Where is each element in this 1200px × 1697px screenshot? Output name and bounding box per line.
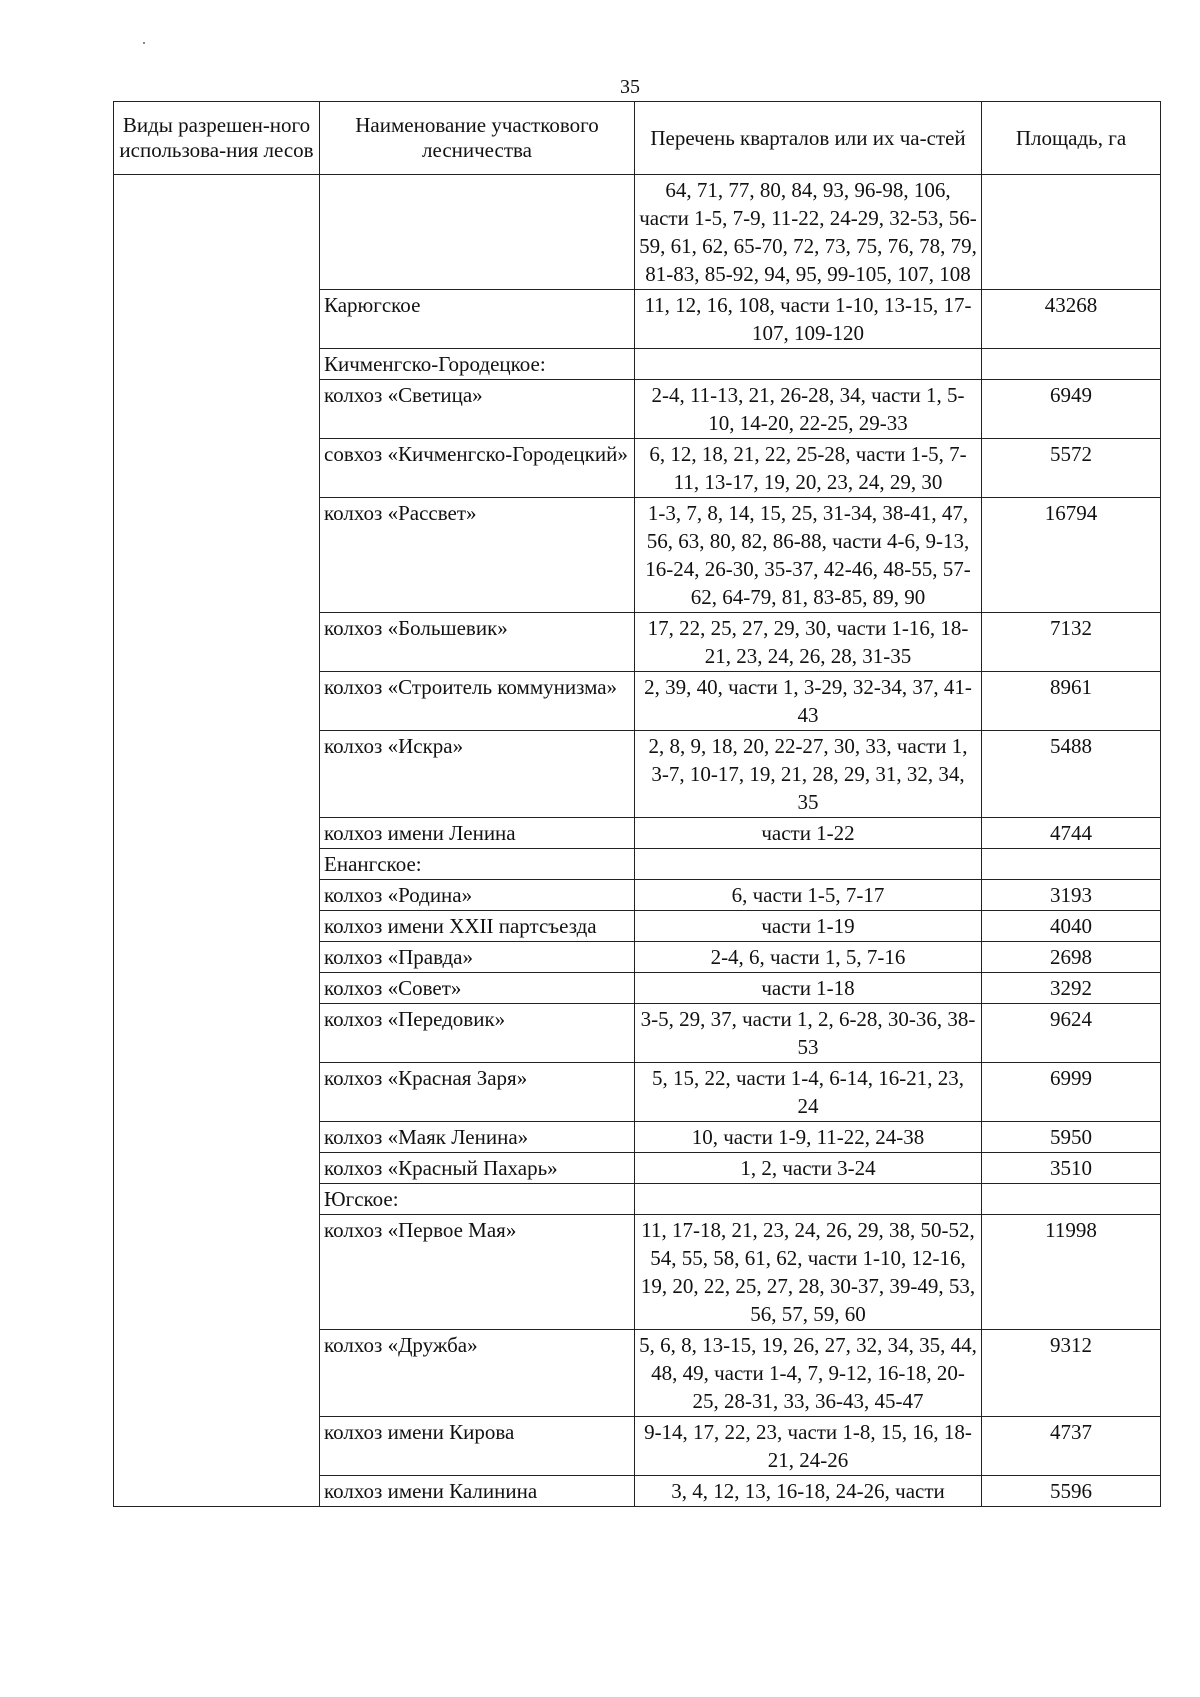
usage-type-cell	[114, 175, 320, 1507]
forestry-name-cell: колхоз «Первое Мая»	[320, 1215, 635, 1330]
forestry-name-cell: колхоз «Большевик»	[320, 613, 635, 672]
area-cell: 11998	[982, 1215, 1161, 1330]
area-cell: 9624	[982, 1004, 1161, 1063]
area-cell: 43268	[982, 290, 1161, 349]
forestry-name-cell: колхоз «Красный Пахарь»	[320, 1153, 635, 1184]
forestry-name-cell	[320, 175, 635, 290]
forestry-name-cell: Югское:	[320, 1184, 635, 1215]
forestry-name-cell: колхоз имени XXII партсъезда	[320, 911, 635, 942]
forestry-name-cell: колхоз «Светица»	[320, 380, 635, 439]
forestry-name-cell: колхоз имени Калинина	[320, 1476, 635, 1507]
header-forestry-name: Наименование участкового лесничества	[320, 102, 635, 175]
forestry-name-cell: колхоз «Правда»	[320, 942, 635, 973]
area-cell: 9312	[982, 1330, 1161, 1417]
scan-speck	[143, 42, 145, 44]
table-header	[114, 102, 1161, 175]
forestry-name-cell: совхоз «Кичменгско-Городецкий»	[320, 439, 635, 498]
area-cell: 5572	[982, 439, 1161, 498]
quarters-cell: 10, части 1-9, 11-22, 24-38	[635, 1122, 982, 1153]
quarters-cell: части 1-18	[635, 973, 982, 1004]
table-row	[114, 175, 1161, 290]
area-cell: 7132	[982, 613, 1161, 672]
quarters-cell: 5, 15, 22, части 1-4, 6-14, 16-21, 23, 24	[635, 1063, 982, 1122]
forestry-name-cell: колхоз «Рассвет»	[320, 498, 635, 613]
quarters-cell: 3-5, 29, 37, части 1, 2, 6-28, 30-36, 38-53	[635, 1004, 982, 1063]
forestry-name-cell: Енангское:	[320, 849, 635, 880]
forestry-name-cell: колхоз «Маяк Ленина»	[320, 1122, 635, 1153]
quarters-cell: 2-4, 6, части 1, 5, 7-16	[635, 942, 982, 973]
area-cell: 3510	[982, 1153, 1161, 1184]
area-cell: 16794	[982, 498, 1161, 613]
quarters-cell: 2, 39, 40, части 1, 3-29, 32-34, 37, 41-43	[635, 672, 982, 731]
area-cell: 6999	[982, 1063, 1161, 1122]
forestry-name-cell: Кичменгско-Городецкое:	[320, 349, 635, 380]
forestry-name-cell: колхоз «Строитель коммунизма»	[320, 672, 635, 731]
area-cell	[982, 175, 1161, 290]
forestry-name-cell: колхоз «Красная Заря»	[320, 1063, 635, 1122]
forestry-name-cell: Карюгское	[320, 290, 635, 349]
area-cell	[982, 849, 1161, 880]
area-cell	[982, 1184, 1161, 1215]
quarters-cell: части 1-22	[635, 818, 982, 849]
area-cell: 5950	[982, 1122, 1161, 1153]
area-cell: 3292	[982, 973, 1161, 1004]
forestry-name-cell: колхоз «Совет»	[320, 973, 635, 1004]
quarters-cell: 2, 8, 9, 18, 20, 22-27, 30, 33, части 1, 3-7, 10-17, 19, 21, 28, 29, 31, 32, 34, 35	[635, 731, 982, 818]
quarters-cell: 5, 6, 8, 13-15, 19, 26, 27, 32, 34, 35, 44, 48, 49, части 1-4, 7, 9-12, 16-18, 20-25, 28-31, 33, 36-43, 45-47	[635, 1330, 982, 1417]
quarters-cell: 6, части 1-5, 7-17	[635, 880, 982, 911]
forestry-name-cell: колхоз имени Кирова	[320, 1417, 635, 1476]
quarters-cell: 9-14, 17, 22, 23, части 1-8, 15, 16, 18-21, 24-26	[635, 1417, 982, 1476]
quarters-cell	[635, 849, 982, 880]
area-cell: 8961	[982, 672, 1161, 731]
quarters-cell: 1, 2, части 3-24	[635, 1153, 982, 1184]
area-cell: 5596	[982, 1476, 1161, 1507]
quarters-cell: 17, 22, 25, 27, 29, 30, части 1-16, 18-21, 23, 24, 26, 28, 31-35	[635, 613, 982, 672]
table-body	[114, 175, 1161, 1507]
area-cell: 5488	[982, 731, 1161, 818]
area-cell: 4737	[982, 1417, 1161, 1476]
area-cell: 4040	[982, 911, 1161, 942]
header-area: Площадь, га	[982, 102, 1161, 175]
area-cell: 4744	[982, 818, 1161, 849]
forest-quarters-table	[113, 101, 1161, 1507]
area-cell: 6949	[982, 380, 1161, 439]
quarters-cell: 2-4, 11-13, 21, 26-28, 34, части 1, 5-10, 14-20, 22-25, 29-33	[635, 380, 982, 439]
header-quarters-list: Перечень кварталов или их ча-стей	[635, 102, 982, 175]
quarters-cell	[635, 1184, 982, 1215]
quarters-cell: 64, 71, 77, 80, 84, 93, 96-98, 106, части 1-5, 7-9, 11-22, 24-29, 32-53, 56-59, 61, 62, 65-70, 72, 73, 75, 76, 78, 79, 81-83, 85-92, 94, 95, 99-105, 107, 108	[635, 175, 982, 290]
quarters-cell: 1-3, 7, 8, 14, 15, 25, 31-34, 38-41, 47, 56, 63, 80, 82, 86-88, части 4-6, 9-13, 16-24, 26-30, 35-37, 42-46, 48-55, 57-62, 64-79, 81, 83-85, 89, 90	[635, 498, 982, 613]
forestry-name-cell: колхоз «Дружба»	[320, 1330, 635, 1417]
quarters-cell: 11, 12, 16, 108, части 1-10, 13-15, 17-107, 109-120	[635, 290, 982, 349]
quarters-cell	[635, 349, 982, 380]
page-number: 35	[620, 76, 640, 98]
forestry-name-cell: колхоз «Передовик»	[320, 1004, 635, 1063]
area-cell	[982, 349, 1161, 380]
quarters-cell: части 1-19	[635, 911, 982, 942]
area-cell: 3193	[982, 880, 1161, 911]
forestry-name-cell: колхоз «Родина»	[320, 880, 635, 911]
forestry-name-cell: колхоз имени Ленина	[320, 818, 635, 849]
quarters-cell: 3, 4, 12, 13, 16-18, 24-26, части	[635, 1476, 982, 1507]
forestry-name-cell: колхоз «Искра»	[320, 731, 635, 818]
header-usage-type: Виды разрешен-ного использова-ния лесов	[114, 102, 320, 175]
quarters-cell: 6, 12, 18, 21, 22, 25-28, части 1-5, 7-11, 13-17, 19, 20, 23, 24, 29, 30	[635, 439, 982, 498]
area-cell: 2698	[982, 942, 1161, 973]
quarters-cell: 11, 17-18, 21, 23, 24, 26, 29, 38, 50-52, 54, 55, 58, 61, 62, части 1-10, 12-16, 19, 20, 22, 25, 27, 28, 30-37, 39-49, 53, 56, 57, 59, 60	[635, 1215, 982, 1330]
